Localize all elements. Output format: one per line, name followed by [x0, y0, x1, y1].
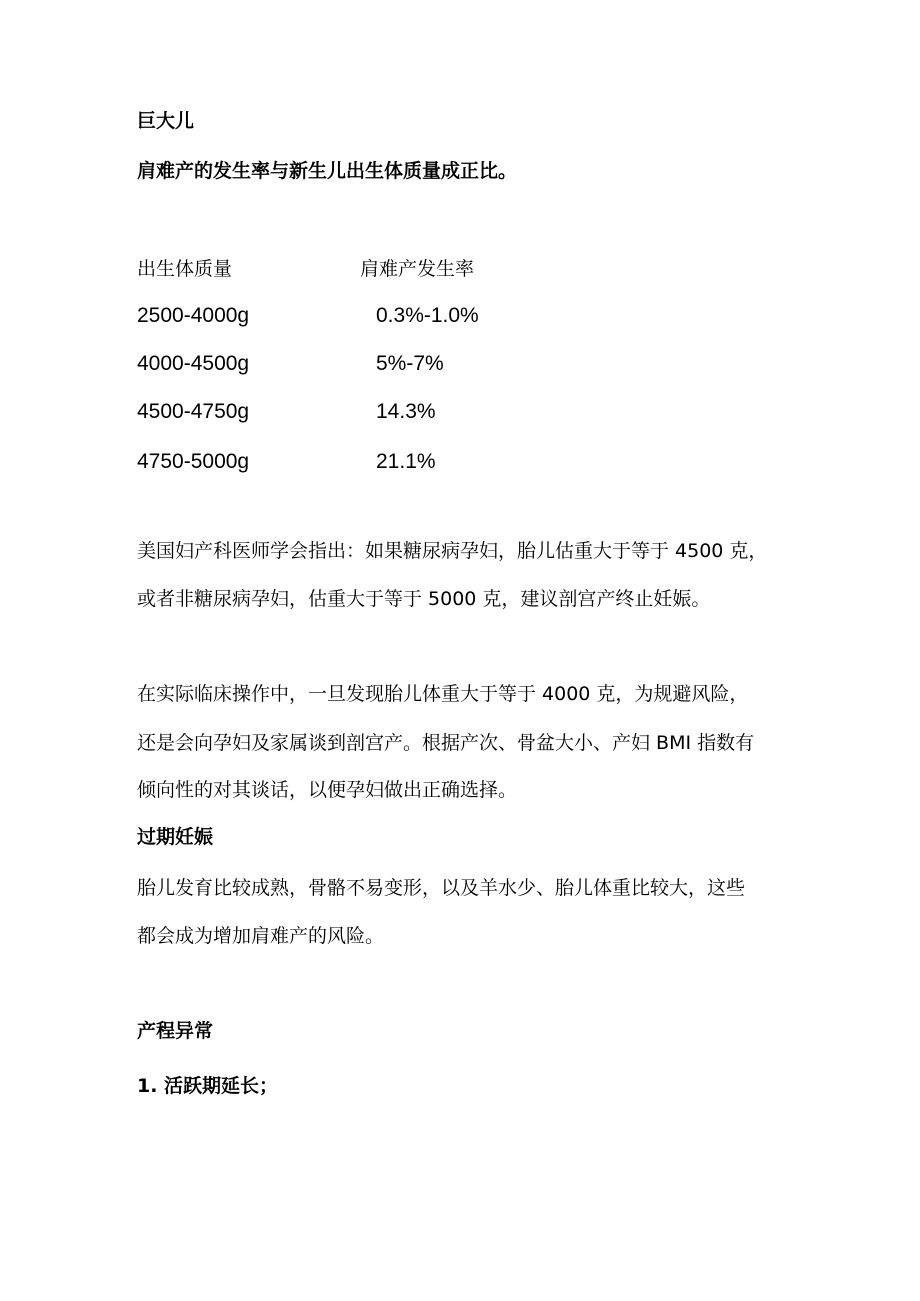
table-cell-rate: 14.3%: [376, 400, 436, 423]
paragraph-line: 胎儿发育比较成熟，骨骼不易变形，以及羊水少、胎儿体重比较大，这些: [137, 877, 746, 899]
paragraph-line: 在实际临床操作中，一旦发现胎儿体重大于等于 4000 克，为规避风险，: [137, 683, 749, 705]
macrosomia-statement: 肩难产的发生率与新生儿出生体质量成正比。: [137, 160, 518, 182]
table-cell-weight: 2500-4000g: [137, 304, 250, 327]
paragraph-line: 或者非糖尿病孕妇，估重大于等于 5000 克，建议剖宫产终止妊娠。: [137, 588, 711, 610]
paragraph-line: 都会成为增加肩难产的风险。: [137, 925, 385, 947]
labor-list-item: 1. 活跃期延长；: [137, 1075, 279, 1097]
table-cell-weight: 4000-4500g: [137, 352, 250, 375]
postterm-heading: 过期妊娠: [137, 826, 214, 848]
table-header-rate: 肩难产发生率: [360, 258, 475, 280]
labor-heading: 产程异常: [137, 1020, 214, 1042]
table-cell-rate: 0.3%-1.0%: [376, 304, 479, 327]
table-cell-rate: 5%-7%: [376, 352, 444, 375]
paragraph-line: 美国妇产科医师学会指出：如果糖尿病孕妇，胎儿估重大于等于 4500 克，: [137, 540, 768, 562]
table-cell-rate: 21.1%: [376, 450, 436, 473]
macrosomia-heading: 巨大儿: [137, 110, 195, 132]
table-header-weight: 出生体质量: [137, 258, 233, 280]
paragraph-line: 还是会向孕妇及家属谈到剖宫产。根据产次、骨盆大小、产妇 BMI 指数有: [137, 732, 755, 754]
table-cell-weight: 4500-4750g: [137, 400, 250, 423]
paragraph-line: 倾向性的对其谈话，以便孕妇做出正确选择。: [137, 779, 518, 801]
table-cell-weight: 4750-5000g: [137, 450, 250, 473]
